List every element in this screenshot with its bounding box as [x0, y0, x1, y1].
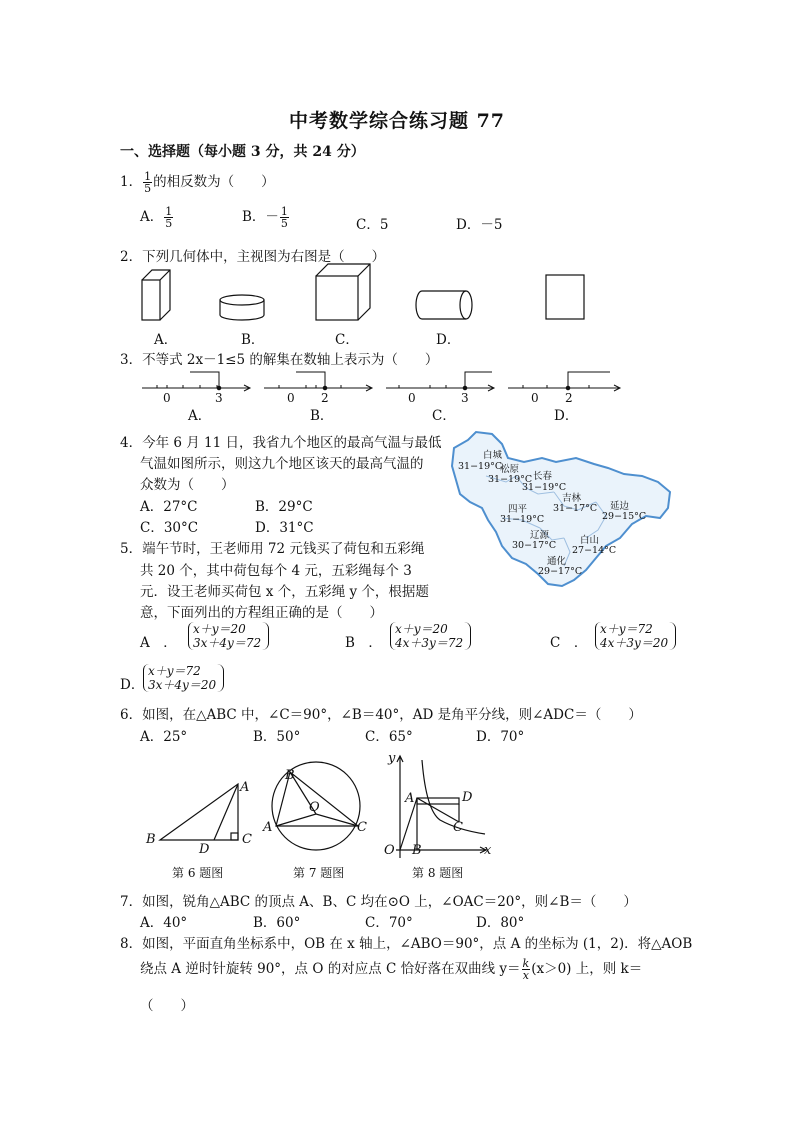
map-label-name: 吉林: [562, 493, 582, 504]
point-label: D: [462, 790, 473, 805]
map-label-name: 长春: [533, 471, 553, 482]
q3-option-b[interactable]: B．: [310, 408, 334, 424]
figure-caption: 第 7 题图: [293, 866, 345, 880]
front-view-square: [546, 275, 584, 319]
prism-figure: [142, 270, 170, 320]
question-4-line3: 众数为（ ）: [140, 477, 235, 493]
map-label-temp: 30−17°C: [512, 540, 557, 551]
short-cylinder-figure: [220, 295, 264, 320]
q7-option-c[interactable]: C．70°: [365, 915, 413, 931]
point-label: C: [357, 820, 367, 835]
q2-option-b[interactable]: B．: [241, 332, 265, 348]
q6-option-c[interactable]: C．65°: [365, 729, 413, 745]
q4-option-b[interactable]: B．29°C: [255, 499, 313, 515]
axis-label: x: [484, 843, 492, 858]
q5-option-b[interactable]: B ．: [345, 635, 382, 651]
q5-option-a[interactable]: A ．: [140, 635, 177, 651]
point-label: B: [285, 768, 295, 783]
page-title: 中考数学综合练习题 77: [288, 110, 506, 132]
tick-label: 0: [531, 391, 539, 405]
q7-option-a[interactable]: A．40°: [140, 915, 188, 931]
question-5-line2: 共 20 个，其中荷包每个 4 元，五彩绳每个 3: [140, 563, 412, 579]
point-label: B: [146, 832, 156, 847]
tick-label: 0: [163, 391, 171, 405]
q3-option-c[interactable]: C．: [432, 408, 456, 424]
map-label-name: 白山: [580, 535, 600, 546]
point-label: B: [412, 843, 422, 858]
q1-option-b[interactable]: B．－ $\frac{1}{5}$: [242, 205, 288, 230]
point-label: A: [240, 780, 250, 795]
question-4-line1: 4．今年 6 月 11 日，我省九个地区的最高气温与最低: [120, 435, 442, 451]
question-2: 2．下列几何体中，主视图为右图是（ ）: [120, 249, 386, 265]
question-8-line3: （ ）: [140, 998, 194, 1014]
figure-caption: 第 8 题图: [412, 866, 464, 880]
question-6: 6．如图，在△ABC 中，∠C＝90°，∠B＝40°，AD 是角平分线，则∠ADC＝（ ）: [120, 707, 642, 723]
q6-option-a[interactable]: A．25°: [140, 729, 188, 745]
map-label-temp: 31−19°C: [458, 461, 503, 472]
map-label-name: 松原: [500, 464, 520, 475]
q1-option-d[interactable]: D．－5: [456, 217, 503, 233]
map-label-temp: 31−19°C: [522, 482, 567, 493]
equation-system: x＋y＝72 3x＋4y＝20: [143, 664, 216, 692]
q6-option-b[interactable]: B．50°: [253, 729, 301, 745]
q3-number-lines: [140, 368, 630, 408]
tick-label: 3: [461, 391, 469, 405]
map-label-temp: 27−14°C: [572, 545, 617, 556]
geometry-figures: [140, 750, 520, 862]
question-8-line1: 8．如图，平面直角坐标系中，OB 在 x 轴上，∠ABO＝90°，点 A 的坐标为 (1，2)．将△AOB: [120, 936, 693, 952]
question-8-line2: 绕点 A 逆时针旋转 90°，点 O 的对应点 C 恰好落在双曲线 y＝ $\frac{k}{x}$ (x＞0) 上，则 k＝: [140, 957, 643, 982]
map-label-name: 四平: [508, 504, 528, 515]
point-label: C: [453, 820, 463, 835]
point-label: O: [309, 800, 320, 815]
question-7: 7．如图，锐角△ABC 的顶点 A、B、C 均在⊙O 上，∠OAC＝20°，则∠B＝（ ）: [120, 894, 637, 910]
equation-system: x＋y＝20 4x＋3y＝72: [390, 622, 463, 650]
map-label-temp: 31−19°C: [488, 474, 533, 485]
question-3: 3．不等式 2x－1≤5 的解集在数轴上表示为（ ）: [120, 352, 439, 368]
equation-system: x＋y＝20 3x＋4y＝72: [188, 622, 261, 650]
q1-option-c[interactable]: C．5: [356, 217, 389, 233]
map-label-name: 延边: [610, 501, 630, 512]
point-label: C: [242, 832, 252, 847]
q2-option-c[interactable]: C．: [335, 332, 359, 348]
tick-label: 2: [321, 391, 329, 405]
q1-option-a[interactable]: A． $\frac{1}{5}$: [140, 205, 173, 230]
question-5-line3: 元．设王老师买荷包 x 个，五彩绳 y 个，根据题: [140, 584, 429, 600]
point-label: A: [405, 791, 415, 806]
question-5-line1: 5．端午节时，王老师用 72 元钱买了荷包和五彩绳: [120, 541, 425, 557]
q5-option-c[interactable]: C ．: [550, 635, 588, 651]
tick-label: 3: [215, 391, 223, 405]
q2-solid-figures: [130, 262, 610, 330]
map-label-name: 白城: [483, 450, 503, 461]
equation-system: x＋y＝72 4x＋3y＝20: [595, 622, 668, 650]
section-heading: 一、选择题（每小题 3 分，共 24 分）: [120, 144, 365, 160]
map-label-temp: 31−19°C: [500, 514, 545, 525]
lying-cylinder-figure: [416, 291, 472, 319]
q3-option-d[interactable]: D．: [554, 408, 579, 424]
q7-option-d[interactable]: D．80°: [476, 915, 525, 931]
map-label-name: 通化: [547, 556, 567, 567]
question-1: 1． $\frac{1}{5}$ 的相反数为（ ）: [120, 170, 275, 195]
q4-option-c[interactable]: C．30°C: [140, 520, 199, 536]
question-5-line4: 意，下面列出的方程组正确的是（ ）: [140, 605, 383, 621]
q2-option-a[interactable]: A．: [154, 332, 178, 348]
fraction: $\frac{1}{5}$: [144, 170, 152, 195]
tick-label: 0: [408, 391, 416, 405]
cube-figure: [316, 264, 370, 320]
q5-option-d[interactable]: D．: [120, 677, 145, 693]
q6-option-d[interactable]: D．70°: [476, 729, 525, 745]
figure-caption: 第 6 题图: [172, 866, 224, 880]
point-label: A: [263, 820, 273, 835]
point-label: D: [199, 842, 210, 857]
map-label-temp: 29−17°C: [538, 566, 583, 577]
q2-option-d[interactable]: D．: [436, 332, 461, 348]
map-label-temp: 29−15°C: [602, 511, 647, 522]
q3-option-a[interactable]: A．: [188, 408, 212, 424]
point-label: O: [384, 843, 395, 858]
q7-option-b[interactable]: B．60°: [253, 915, 301, 931]
q4-option-a[interactable]: A．27°C: [140, 499, 198, 515]
map-label-temp: 31−17°C: [553, 503, 598, 514]
map-label-name: 辽源: [530, 530, 550, 541]
q4-option-d[interactable]: D．31°C: [255, 520, 314, 536]
axis-label: y: [388, 751, 396, 766]
question-4-line2: 气温如图所示，则这九个地区该天的最高气温的: [140, 456, 424, 472]
tick-label: 0: [287, 391, 295, 405]
tick-label: 2: [565, 391, 573, 405]
